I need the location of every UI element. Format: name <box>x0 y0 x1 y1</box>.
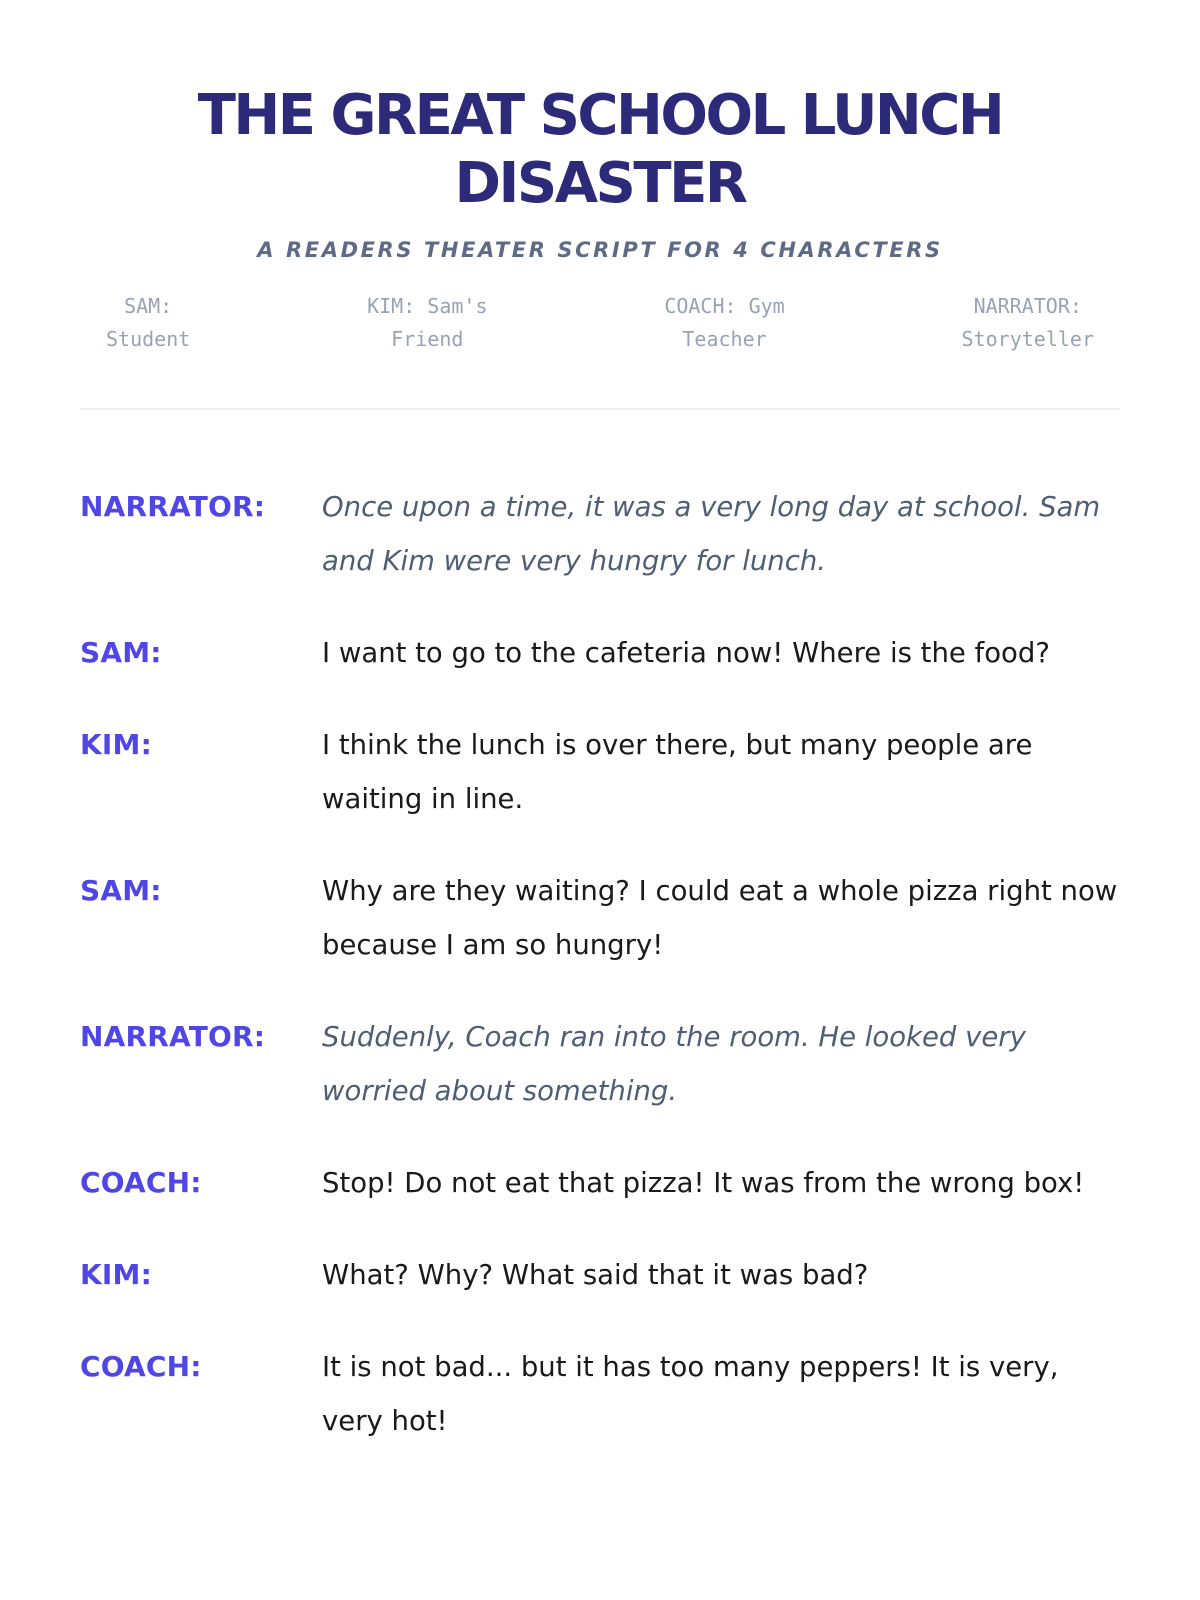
script-line <box>80 864 1120 972</box>
script-line <box>80 626 1120 680</box>
dialogue-text: I think the lunch is over there, but many people are waiting in line. <box>322 729 1033 815</box>
dialogue-text: Stop! Do not eat that pizza! It was from the wrong box! <box>322 1167 1085 1199</box>
script-lines <box>80 480 1120 1448</box>
speaker-label: KIM: <box>80 1258 152 1291</box>
cast-desc: Storyteller <box>961 327 1094 351</box>
cast-item-kim <box>367 290 487 356</box>
speaker-label: SAM: <box>80 874 162 907</box>
script-line <box>80 1156 1120 1210</box>
page-title: THE GREAT SCHOOL LUNCH DISASTER <box>197 83 1003 216</box>
cast-role: NARRATOR: <box>973 294 1082 318</box>
speaker-label: NARRATOR: <box>80 490 266 523</box>
script-page <box>80 0 1120 1486</box>
script-line <box>80 480 1120 588</box>
narration-text: Suddenly, Coach ran into the room. He looked very worried about something. <box>322 1021 1026 1107</box>
speaker-label: SAM: <box>80 636 162 669</box>
dialogue-text: Why are they waiting? I could eat a whole pizza right now because I am so hungry! <box>322 875 1118 961</box>
script-line <box>80 1340 1120 1448</box>
script-line <box>80 1010 1120 1118</box>
dialogue-text: I want to go to the cafeteria now! Where is the food? <box>322 637 1050 669</box>
script-line <box>80 718 1120 826</box>
cast-desc: Student <box>106 327 191 351</box>
cast-role: KIM: Sam's <box>367 294 488 318</box>
page-subtitle: A READERS THEATER SCRIPT FOR 4 CHARACTERS <box>257 238 943 262</box>
speaker-label: NARRATOR: <box>80 1020 266 1053</box>
divider <box>80 408 1120 410</box>
narration-text: Once upon a time, it was a very long day at school. Sam and Kim were very hungry for lunch. <box>322 491 1101 577</box>
speaker-label: COACH: <box>80 1350 202 1383</box>
cast-desc: Friend <box>391 327 464 351</box>
speaker-label: COACH: <box>80 1166 202 1199</box>
cast-desc: Teacher <box>682 327 767 351</box>
cast-list <box>80 290 1120 356</box>
script-line <box>80 1248 1120 1302</box>
dialogue-text: It is not bad... but it has too many peppers! It is very, very hot! <box>322 1351 1059 1437</box>
cast-item-narrator <box>962 290 1094 356</box>
cast-item-coach <box>664 290 784 356</box>
dialogue-text: What? Why? What said that it was bad? <box>322 1259 869 1291</box>
cast-item-sam <box>106 290 190 356</box>
cast-role: SAM: <box>124 294 173 318</box>
cast-role: COACH: Gym <box>664 294 785 318</box>
speaker-label: KIM: <box>80 728 152 761</box>
